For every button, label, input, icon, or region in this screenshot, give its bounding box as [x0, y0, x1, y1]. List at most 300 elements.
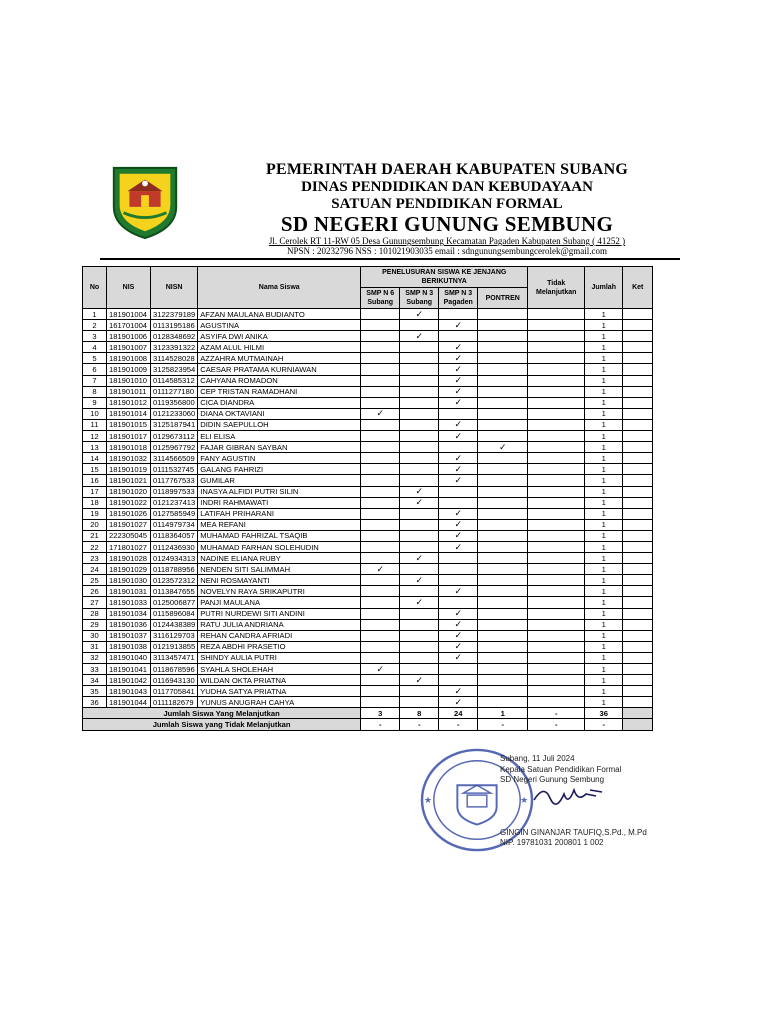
row-nisn: 0121237413 [151, 497, 198, 508]
row-nis: 181901009 [107, 364, 151, 375]
row-tidak-cell [528, 419, 585, 430]
row-pontren-cell [478, 342, 528, 353]
row-smp3p-cell: ✓ [439, 320, 478, 331]
row-nisn: 0116943130 [151, 675, 198, 686]
row-nisn: 0124438389 [151, 619, 198, 630]
table-row [83, 508, 653, 519]
row-no: 21 [83, 530, 107, 541]
row-smp3p-cell [439, 331, 478, 342]
row-no: 29 [83, 619, 107, 630]
table-row [83, 619, 653, 630]
row-smp6-cell [361, 608, 400, 619]
row-smp3s-cell [400, 697, 439, 708]
row-ket [623, 464, 653, 475]
header-no: No [83, 267, 107, 309]
row-tidak-cell [528, 530, 585, 541]
row-smp6-cell [361, 397, 400, 408]
row-nis: 181901018 [107, 442, 151, 453]
row-smp6-cell: ✓ [361, 408, 400, 419]
row-nisn: 0123572312 [151, 575, 198, 586]
row-nama: SYAHLA SHOLEHAH [198, 664, 361, 675]
row-smp3p-cell [439, 309, 478, 320]
row-no: 19 [83, 508, 107, 519]
row-smp6-cell [361, 630, 400, 641]
row-smp3s-cell [400, 519, 439, 530]
row-jumlah: 1 [585, 619, 623, 630]
row-pontren-cell [478, 431, 528, 442]
row-nis: 181901037 [107, 630, 151, 641]
header-jumlah: Jumlah [585, 267, 623, 309]
row-tidak-cell [528, 431, 585, 442]
row-jumlah: 1 [585, 686, 623, 697]
row-smp6-cell [361, 342, 400, 353]
table-row [83, 630, 653, 641]
row-no: 9 [83, 397, 107, 408]
row-no: 28 [83, 608, 107, 619]
table-row [83, 386, 653, 397]
row-nis: 181901029 [107, 564, 151, 575]
row-ket [623, 619, 653, 630]
row-nama: AGUSTINA [198, 320, 361, 331]
row-jumlah: 1 [585, 575, 623, 586]
row-smp6-cell: ✓ [361, 664, 400, 675]
signature-block [500, 754, 647, 849]
row-nis: 181901027 [107, 519, 151, 530]
row-tidak-cell [528, 553, 585, 564]
row-pontren-cell [478, 386, 528, 397]
sum-tidak-pontren: - [478, 719, 528, 730]
row-smp3s-cell [400, 541, 439, 552]
row-tidak-cell [528, 320, 585, 331]
row-smp6-cell [361, 575, 400, 586]
row-nisn: 3125187941 [151, 419, 198, 430]
row-tidak-cell [528, 408, 585, 419]
row-pontren-cell [478, 630, 528, 641]
row-ket [623, 564, 653, 575]
row-nama: REZA ABDHI PRASETIO [198, 641, 361, 652]
row-nis: 181901022 [107, 497, 151, 508]
row-pontren-cell [478, 619, 528, 630]
sum-lanjut-smp3-pagaden: 24 [439, 708, 478, 719]
row-smp3s-cell [400, 686, 439, 697]
sign-place-date: Subang, 11 Juli 2024 [500, 754, 575, 763]
row-smp6-cell [361, 697, 400, 708]
row-smp6-cell [361, 431, 400, 442]
row-nisn: 0124934313 [151, 553, 198, 564]
sum-tidak-smp3-subang: - [400, 719, 439, 730]
sum-tidak-ket [623, 719, 653, 730]
row-smp3p-cell: ✓ [439, 586, 478, 597]
row-nis: 181901031 [107, 586, 151, 597]
row-nama: MEA REFANI [198, 519, 361, 530]
row-jumlah: 1 [585, 597, 623, 608]
row-smp3s-cell [400, 530, 439, 541]
row-smp3p-cell [439, 486, 478, 497]
row-pontren-cell [478, 641, 528, 652]
row-tidak-cell [528, 675, 585, 686]
row-jumlah: 1 [585, 530, 623, 541]
row-smp3p-cell: ✓ [439, 686, 478, 697]
row-nama: PUTRI NURDEWI SITI ANDINI [198, 608, 361, 619]
row-tidak-cell [528, 386, 585, 397]
row-ket [623, 342, 653, 353]
header-pontren: PONTREN [478, 288, 528, 309]
row-nis: 181901012 [107, 397, 151, 408]
row-pontren-cell [478, 397, 528, 408]
row-pontren-cell [478, 419, 528, 430]
gov-title: PEMERINTAH DAERAH KABUPATEN SUBANG [266, 161, 628, 178]
row-nis: 181901033 [107, 597, 151, 608]
row-tidak-cell [528, 641, 585, 652]
row-smp3s-cell: ✓ [400, 675, 439, 686]
row-ket [623, 386, 653, 397]
row-smp6-cell [361, 486, 400, 497]
header-smp3-pagaden: SMP N 3 Pagaden [439, 288, 478, 309]
row-nisn: 0115896084 [151, 608, 198, 619]
row-nama: MUHAMAD FAHRIZAL TSAQIB [198, 530, 361, 541]
table-row [83, 497, 653, 508]
row-tidak-cell [528, 697, 585, 708]
table-row [83, 331, 653, 342]
row-pontren-cell [478, 331, 528, 342]
row-smp6-cell: ✓ [361, 564, 400, 575]
row-ket [623, 575, 653, 586]
row-smp3s-cell [400, 408, 439, 419]
row-smp6-cell [361, 353, 400, 364]
svg-text:★: ★ [423, 794, 432, 805]
row-smp6-cell [361, 453, 400, 464]
row-nisn: 3116129703 [151, 630, 198, 641]
row-jumlah: 1 [585, 586, 623, 597]
row-tidak-cell [528, 464, 585, 475]
row-ket [623, 686, 653, 697]
row-no: 14 [83, 453, 107, 464]
row-tidak-cell [528, 652, 585, 663]
row-pontren-cell [478, 486, 528, 497]
row-smp6-cell [361, 419, 400, 430]
row-pontren-cell [478, 530, 528, 541]
sum-tidak-jumlah: - [585, 719, 623, 730]
row-pontren-cell [478, 597, 528, 608]
row-ket [623, 664, 653, 675]
row-smp3s-cell [400, 453, 439, 464]
row-jumlah: 1 [585, 486, 623, 497]
row-smp6-cell [361, 675, 400, 686]
row-nis: 181901015 [107, 419, 151, 430]
row-tidak-cell [528, 331, 585, 342]
row-smp3s-cell: ✓ [400, 497, 439, 508]
row-nisn: 0118678596 [151, 664, 198, 675]
row-no: 25 [83, 575, 107, 586]
row-smp3s-cell [400, 630, 439, 641]
row-smp3p-cell [439, 408, 478, 419]
row-nama: CAESAR PRATAMA KURNIAWAN [198, 364, 361, 375]
table-row [83, 397, 653, 408]
row-smp3p-cell: ✓ [439, 630, 478, 641]
row-nis: 181901030 [107, 575, 151, 586]
row-smp3p-cell [439, 664, 478, 675]
row-tidak-cell [528, 630, 585, 641]
row-nis: 181901032 [107, 453, 151, 464]
row-jumlah: 1 [585, 519, 623, 530]
row-nis: 181901011 [107, 386, 151, 397]
row-tidak-cell [528, 353, 585, 364]
row-nisn: 0127585949 [151, 508, 198, 519]
row-nisn: 0117705841 [151, 686, 198, 697]
row-no: 30 [83, 630, 107, 641]
row-smp3p-cell: ✓ [439, 342, 478, 353]
row-nama: YUDHA SATYA PRIATNA [198, 686, 361, 697]
table-row [83, 564, 653, 575]
row-nama: NADINE ELIANA RUBY [198, 553, 361, 564]
row-jumlah: 1 [585, 564, 623, 575]
row-smp3p-cell: ✓ [439, 464, 478, 475]
row-nisn: 3114528028 [151, 353, 198, 364]
row-smp3s-cell [400, 564, 439, 575]
row-jumlah: 1 [585, 331, 623, 342]
row-nama: REHAN CANDRA AFRIADI [198, 630, 361, 641]
row-nama: YUNUS ANUGRAH CAHYA [198, 697, 361, 708]
table-row [83, 364, 653, 375]
row-smp3s-cell [400, 386, 439, 397]
row-smp3p-cell [439, 442, 478, 453]
header-nis: NIS [107, 267, 151, 309]
table-row [83, 453, 653, 464]
table-row [83, 419, 653, 430]
row-smp6-cell [361, 652, 400, 663]
row-jumlah: 1 [585, 397, 623, 408]
row-smp3s-cell [400, 586, 439, 597]
row-jumlah: 1 [585, 475, 623, 486]
row-no: 8 [83, 386, 107, 397]
row-nisn: 0125967792 [151, 442, 198, 453]
sum-lanjut-pontren: 1 [478, 708, 528, 719]
row-ket [623, 408, 653, 419]
row-tidak-cell [528, 364, 585, 375]
row-smp3s-cell [400, 652, 439, 663]
row-tidak-cell [528, 475, 585, 486]
row-nama: WILDAN OKTA PRIATNA [198, 675, 361, 686]
row-nama: AFZAN MAULANA BUDIANTO [198, 309, 361, 320]
row-smp3s-cell [400, 431, 439, 442]
table-row [83, 309, 653, 320]
row-smp3s-cell [400, 641, 439, 652]
row-tidak-cell [528, 597, 585, 608]
row-nama: FANY AGUSTIN [198, 453, 361, 464]
table-row [83, 686, 653, 697]
row-pontren-cell [478, 553, 528, 564]
row-nis: 181901043 [107, 686, 151, 697]
row-smp3s-cell: ✓ [400, 309, 439, 320]
table-row [83, 342, 653, 353]
row-nisn: 0111532745 [151, 464, 198, 475]
row-pontren-cell [478, 309, 528, 320]
row-nama: SHINDY AULIA PUTRI [198, 652, 361, 663]
row-nama: AZZAHRA MUTMAINAH [198, 353, 361, 364]
row-nis: 181901010 [107, 375, 151, 386]
row-ket [623, 497, 653, 508]
student-tracking-table [82, 266, 653, 731]
school-name: SD NEGERI GUNUNG SEMBUNG [280, 212, 614, 236]
row-smp6-cell [361, 386, 400, 397]
svg-text:★: ★ [520, 794, 529, 805]
school-npsn-email: NPSN : 20232796 NSS : 101021903035 email : sdngunungsembungcerolek@gmail.com [286, 246, 608, 256]
row-no: 20 [83, 519, 107, 530]
row-pontren-cell: ✓ [478, 442, 528, 453]
row-smp6-cell [361, 641, 400, 652]
row-smp3s-cell: ✓ [400, 331, 439, 342]
row-smp3s-cell: ✓ [400, 553, 439, 564]
row-nisn: 0117767533 [151, 475, 198, 486]
table-row [83, 586, 653, 597]
row-nama: DIANA OKTAVIANI [198, 408, 361, 419]
row-nis: 161701004 [107, 320, 151, 331]
row-jumlah: 1 [585, 364, 623, 375]
sign-school: SD Negeri Gunung Sembung [500, 775, 605, 784]
row-jumlah: 1 [585, 353, 623, 364]
row-smp6-cell [361, 619, 400, 630]
row-jumlah: 1 [585, 675, 623, 686]
table-row [83, 475, 653, 486]
row-smp3p-cell: ✓ [439, 364, 478, 375]
row-smp3p-cell: ✓ [439, 697, 478, 708]
row-pontren-cell [478, 664, 528, 675]
row-ket [623, 309, 653, 320]
sign-nip: NIP. 19781031 200801 1 002 [500, 838, 604, 847]
row-jumlah: 1 [585, 652, 623, 663]
header-rule [100, 258, 680, 260]
row-nama: LATIFAH PRIHARANI [198, 508, 361, 519]
row-smp3p-cell: ✓ [439, 641, 478, 652]
row-nisn: 0125006877 [151, 597, 198, 608]
row-tidak-cell [528, 453, 585, 464]
row-smp6-cell [361, 519, 400, 530]
table-row [83, 641, 653, 652]
row-smp3s-cell: ✓ [400, 575, 439, 586]
row-nama: NENDEN SITI SALIMMAH [198, 564, 361, 575]
row-no: 18 [83, 497, 107, 508]
row-no: 3 [83, 331, 107, 342]
row-nis: 222305045 [107, 530, 151, 541]
row-pontren-cell [478, 464, 528, 475]
row-nama: GALANG FAHRIZI [198, 464, 361, 475]
row-nama: GUMILAR [198, 475, 361, 486]
sum-lanjut-smp3-subang: 8 [400, 708, 439, 719]
row-smp3p-cell: ✓ [439, 353, 478, 364]
table-row [83, 652, 653, 663]
row-smp6-cell [361, 597, 400, 608]
row-nama: ELI ELISA [198, 431, 361, 442]
row-nis: 171801027 [107, 541, 151, 552]
row-pontren-cell [478, 353, 528, 364]
row-jumlah: 1 [585, 553, 623, 564]
table-row [83, 519, 653, 530]
row-tidak-cell [528, 486, 585, 497]
sign-name: GINGIN GINANJAR TAUFIQ,S.Pd., M.Pd [500, 827, 647, 837]
row-nis: 181901042 [107, 675, 151, 686]
row-nisn: 0114585312 [151, 375, 198, 386]
row-nama: CICA DIANDRA [198, 397, 361, 408]
row-smp6-cell [361, 375, 400, 386]
table-row [83, 464, 653, 475]
header-ket: Ket [623, 267, 653, 309]
header-group: PENELUSURAN SISWA KE JENJANG BERIKUTNYA [361, 267, 528, 288]
row-smp6-cell [361, 497, 400, 508]
row-smp3p-cell: ✓ [439, 652, 478, 663]
row-smp6-cell [361, 586, 400, 597]
row-no: 24 [83, 564, 107, 575]
row-ket [623, 652, 653, 663]
row-ket [623, 519, 653, 530]
row-tidak-cell [528, 309, 585, 320]
row-nisn: 0119356800 [151, 397, 198, 408]
row-ket [623, 375, 653, 386]
table-row [83, 431, 653, 442]
row-smp3p-cell: ✓ [439, 386, 478, 397]
row-nisn: 3122379189 [151, 309, 198, 320]
row-smp3p-cell: ✓ [439, 508, 478, 519]
row-smp3p-cell: ✓ [439, 397, 478, 408]
row-nisn: 0121233060 [151, 408, 198, 419]
row-smp6-cell [361, 508, 400, 519]
row-smp3p-cell: ✓ [439, 375, 478, 386]
row-ket [623, 597, 653, 608]
header-nama: Nama Siswa [198, 267, 361, 309]
row-nis: 181901021 [107, 475, 151, 486]
row-jumlah: 1 [585, 464, 623, 475]
row-nama: NENI ROSMAYANTI [198, 575, 361, 586]
row-nisn: 3114566509 [151, 453, 198, 464]
row-nis: 181901040 [107, 652, 151, 663]
row-pontren-cell [478, 408, 528, 419]
row-smp3p-cell [439, 497, 478, 508]
row-ket [623, 486, 653, 497]
row-smp3p-cell: ✓ [439, 431, 478, 442]
row-nisn: 0113195186 [151, 320, 198, 331]
table-row [83, 608, 653, 619]
row-ket [623, 331, 653, 342]
row-smp3p-cell [439, 675, 478, 686]
row-tidak-cell [528, 397, 585, 408]
row-ket [623, 608, 653, 619]
sum-lanjut-label: Jumlah Siswa Yang Melanjutkan [83, 708, 361, 719]
table-row [83, 353, 653, 364]
table-row [83, 597, 653, 608]
row-smp3p-cell [439, 575, 478, 586]
row-ket [623, 453, 653, 464]
row-tidak-cell [528, 442, 585, 453]
row-smp3s-cell [400, 608, 439, 619]
row-no: 6 [83, 364, 107, 375]
row-smp6-cell [361, 464, 400, 475]
row-smp3s-cell [400, 442, 439, 453]
row-smp3s-cell [400, 475, 439, 486]
sum-tidak-label: Jumlah Siswa yang Tidak Melanjutkan [83, 719, 361, 730]
row-smp3s-cell: ✓ [400, 597, 439, 608]
row-nama: PANJI MAULANA [198, 597, 361, 608]
sum-tidak-tidak: - [528, 719, 585, 730]
row-tidak-cell [528, 508, 585, 519]
row-smp3p-cell: ✓ [439, 619, 478, 630]
row-smp3s-cell [400, 508, 439, 519]
row-ket [623, 586, 653, 597]
header-smp3-subang: SMP N 3 Subang [400, 288, 439, 309]
row-no: 16 [83, 475, 107, 486]
row-smp6-cell [361, 331, 400, 342]
row-no: 13 [83, 442, 107, 453]
header-smp6: SMP N 6 Subang [361, 288, 400, 309]
row-nama: DIDIN SAEPULLOH [198, 419, 361, 430]
